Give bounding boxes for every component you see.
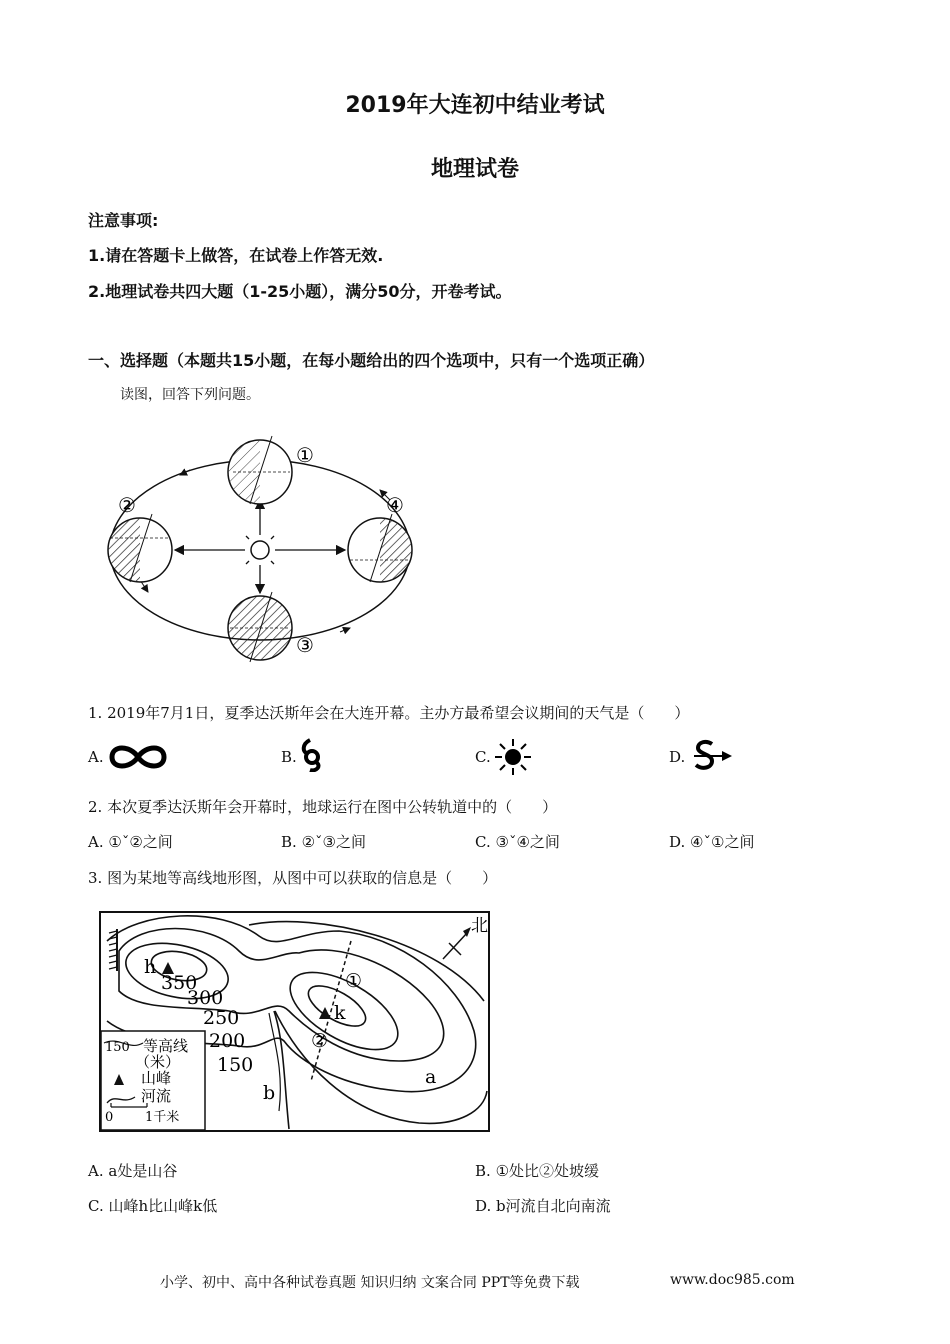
notice-item-2: 2.地理试卷共四大题（1-25小题），满分50分，开卷考试。	[88, 282, 512, 301]
question-text: 2019年7月1日，夏季达沃斯年会在大连开幕。主办方最希望会议期间的天气是（ ）	[107, 704, 690, 722]
option-label: A.	[88, 748, 104, 766]
option-label: B.	[281, 833, 297, 851]
option-text: ①ˇ②之间	[108, 833, 173, 851]
north-label: 北	[471, 916, 488, 936]
legend-peak: 山峰	[141, 1069, 172, 1087]
option-label: D.	[475, 1197, 492, 1215]
earth-position-3	[228, 592, 292, 662]
notice-item-1: 1.请在答题卡上做答，在试卷上作答无效.	[88, 246, 384, 265]
option-label: A.	[88, 1162, 104, 1180]
instruction: 读图，回答下列问题。	[120, 387, 260, 403]
q1-option-a[interactable]	[88, 748, 104, 766]
point-2-label: ②	[311, 1030, 329, 1052]
option-label: C.	[475, 748, 491, 766]
legend-scale-zero: 0	[105, 1110, 114, 1125]
contour-label-350: 350	[161, 972, 198, 994]
q2-option-b[interactable]	[281, 831, 366, 852]
sandstorm-icon	[692, 738, 734, 774]
legend-contour-value: 150	[105, 1040, 130, 1055]
q3-option-b[interactable]	[475, 1160, 599, 1181]
section-heading: 一、选择题（本题共15小题，在每小题给出的四个选项中，只有一个选项正确）	[88, 351, 655, 370]
question-text: 本次夏季达沃斯年会开幕时，地球运行在图中公转轨道中的（ ）	[107, 798, 558, 816]
q2-option-c[interactable]	[475, 831, 560, 852]
contour-label-300: 300	[187, 987, 224, 1009]
notice-heading: 注意事项:	[88, 211, 159, 230]
question-3	[88, 867, 497, 888]
sunny-icon	[494, 738, 532, 776]
q3-option-c[interactable]	[88, 1195, 217, 1216]
map-legend	[101, 1031, 205, 1130]
option-text: b河流自北向南流	[496, 1197, 611, 1215]
contour-label-200: 200	[209, 1030, 246, 1052]
earth-position-1	[228, 436, 292, 504]
position-label-2: ②	[118, 493, 136, 517]
legend-unit: （米）	[135, 1053, 181, 1071]
label-a: a	[425, 1066, 437, 1088]
question-1	[88, 702, 689, 723]
contour-map	[99, 911, 491, 1133]
legend-scale-one: 1千米	[145, 1110, 180, 1125]
q2-option-d[interactable]	[669, 831, 754, 852]
page-subtitle: 地理试卷	[430, 157, 519, 182]
peak-k-label: k	[334, 1002, 346, 1024]
question-text: 图为某地等高线地形图，从图中可以获取的信息是（ ）	[107, 869, 498, 887]
option-label: C.	[88, 1197, 104, 1215]
footer-text: 小学、初中、高中各种试卷真题 知识归纳 文案合同 PPT等免费下载	[160, 1275, 580, 1291]
orbit-arrow	[340, 628, 350, 632]
earth-position-2	[108, 514, 172, 582]
page-title: 2019年大连初中结业考试	[345, 93, 605, 118]
earth-position-4	[348, 514, 412, 582]
option-text: 山峰h比山峰k低	[108, 1197, 218, 1215]
question-2	[88, 796, 557, 817]
peak-h-label: h	[144, 956, 157, 978]
question-number: 3.	[88, 869, 103, 887]
option-text: ①处比②处坡缓	[495, 1162, 600, 1180]
question-number: 2.	[88, 798, 103, 816]
legend-contour-name: 等高线	[143, 1037, 189, 1055]
position-label-1: ①	[296, 443, 314, 467]
footer-link[interactable]: www.doc985.com	[670, 1272, 795, 1288]
position-label-3: ③	[296, 633, 314, 657]
option-label: B.	[475, 1162, 491, 1180]
q1-option-b[interactable]	[281, 748, 297, 766]
option-label: C.	[475, 833, 491, 851]
typhoon-icon	[298, 738, 328, 772]
q1-option-c[interactable]	[475, 748, 491, 766]
option-label: A.	[88, 833, 104, 851]
q3-option-a[interactable]	[88, 1160, 177, 1181]
contour-label-250: 250	[203, 1007, 240, 1029]
legend-river: 河流	[141, 1087, 172, 1105]
option-label: B.	[281, 748, 297, 766]
label-b: b	[263, 1082, 276, 1104]
question-number: 1.	[88, 704, 103, 722]
haze-infinity-icon	[106, 742, 170, 772]
q1-option-d[interactable]	[669, 748, 685, 766]
position-label-4: ④	[386, 493, 404, 517]
contour-label-150: 150	[217, 1054, 254, 1076]
option-label: D.	[669, 833, 686, 851]
q2-option-a[interactable]	[88, 831, 173, 852]
point-1-label: ①	[345, 970, 363, 992]
q3-option-d[interactable]	[475, 1195, 611, 1216]
sun-icon	[240, 530, 280, 570]
orbit-figure	[100, 430, 430, 670]
option-text: ③ˇ④之间	[495, 833, 560, 851]
option-text: ②ˇ③之间	[301, 833, 366, 851]
option-label: D.	[669, 748, 686, 766]
option-text: ④ˇ①之间	[690, 833, 755, 851]
option-text: a处是山谷	[108, 1162, 178, 1180]
